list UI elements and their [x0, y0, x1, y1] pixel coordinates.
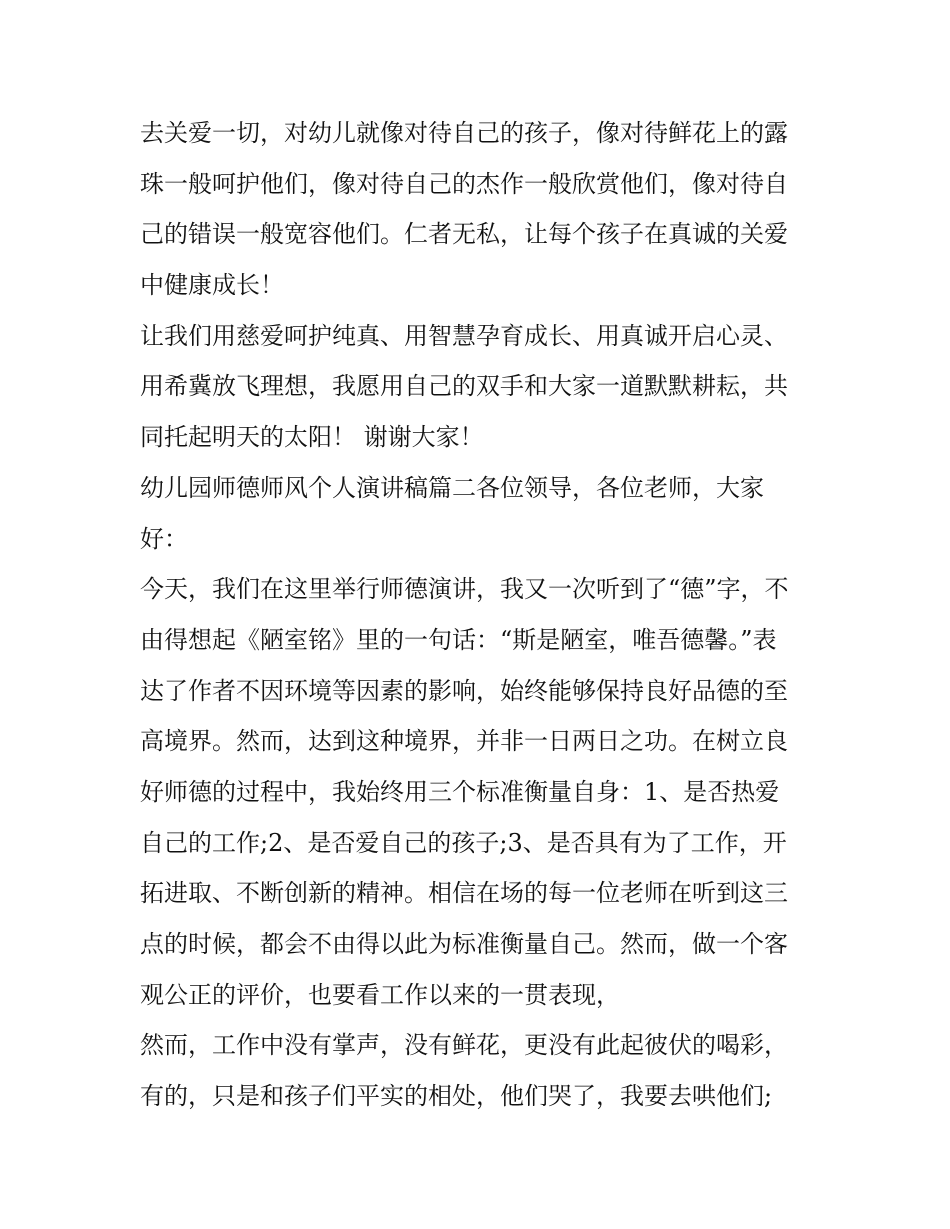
text-line: 今天，我们在这里举行师德演讲，我又一次听到了“德”字，不 [140, 575, 789, 604]
text-line: 高境界。然而，达到这种境界，并非一日两日之功。在树立良 [140, 727, 788, 756]
text-line: 观公正的评价，也要看工作以来的一贯表现， [140, 980, 620, 1009]
text-line: 点的时候，都会不由得以此为标准衡量自己。然而，做一个客 [140, 930, 788, 958]
text-line: 拓进取、不断创新的精神。相信在场的每一位老师在听到这三 [140, 879, 788, 908]
text-line: 己的错误一般宽容他们。仁者无私，让每个孩子在真诚的关爱 [140, 220, 788, 249]
text-line: 然而，工作中没有掌声，没有鲜花，更没有此起彼伏的喝彩， [140, 1031, 788, 1060]
text-line: 去关爱一切，对幼儿就像对待自己的孩子，像对待鲜花上的露 [140, 119, 788, 147]
text-line: 中健康成长！ [140, 271, 284, 300]
text-line: 用希冀放飞理想，我愿用自己的双手和大家一道默默耕耘，共 [140, 372, 788, 401]
text-line: 由得想起《陋室铭》里的一句话：“斯是陋室，唯吾德馨。”表 [140, 625, 777, 654]
text-line: 达了作者不因环境等因素的影响，始终能够保持良好品德的至 [140, 676, 788, 705]
text-line: 珠一般呵护他们，像对待自己的杰作一般欣赏他们，像对待自 [140, 169, 788, 198]
text-line: 好： [140, 524, 188, 553]
text-line: 让我们用慈爱呵护纯真、用智慧孕育成长、用真诚开启心灵、 [140, 321, 788, 350]
text-line: 自己的工作;2、是否爱自己的孩子;3、是否具有为了工作，开 [140, 828, 787, 857]
section-heading-line: 幼儿园师德师风个人演讲稿篇二各位领导，各位老师，大家 [140, 473, 764, 502]
text-line: 有的，只是和孩子们平实的相处，他们哭了，我要去哄他们; [140, 1082, 773, 1111]
document-body [140, 108, 820, 1122]
text-line: 好师德的过程中，我始终用三个标准衡量自身：1、是否热爱 [140, 777, 780, 806]
text-line: 同托起明天的太阳！ 谢谢大家！ [140, 423, 484, 452]
